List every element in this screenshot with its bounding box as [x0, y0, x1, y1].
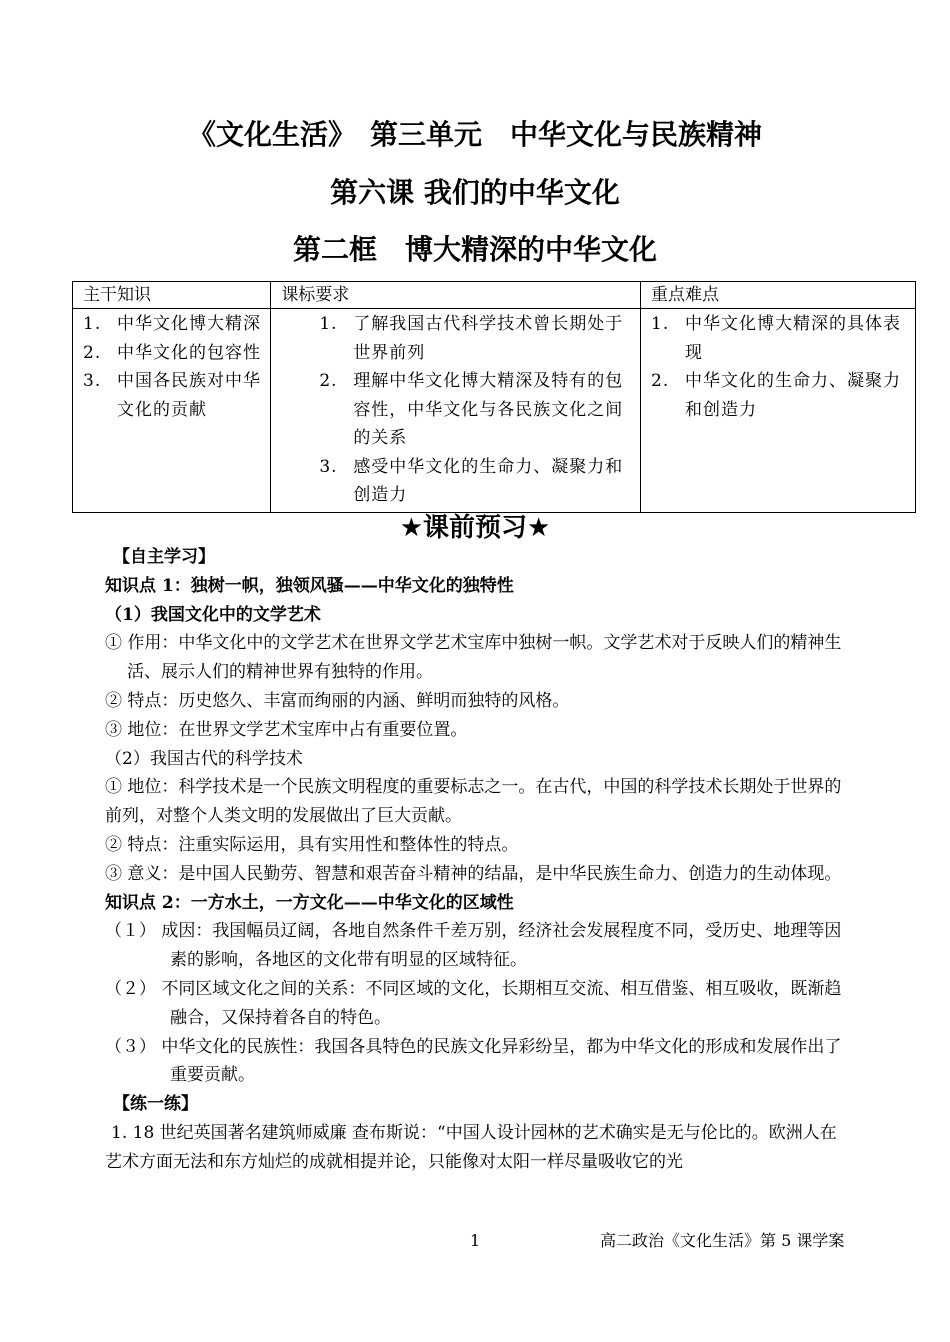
page-number: 1 [470, 1231, 481, 1250]
list-item: 1. 中华文化博大精深 [83, 314, 261, 334]
header-requirements: 课标要求 [271, 282, 641, 309]
header-main-knowledge: 主干知识 [73, 282, 271, 309]
paragraph: （２） 不同区域文化之间的关系：不同区域的文化，长期相互交流、相互借鉴、相互吸收，既渐趋融合，又保持着各自的特色。 [105, 978, 842, 1028]
table-header-row [73, 282, 916, 309]
unit-title: 《文化生活》 第三单元 中华文化与民族精神 [187, 118, 762, 151]
subheading-science-tech: （2）我国古代的科学技术 [105, 748, 303, 769]
paragraph: ① 地位：科学技术是一个民族文明程度的重要标志之一。在古代，中国的科学技术长期处于世界的前列，对整个人类文明的发展做出了巨大贡献。 [105, 777, 842, 827]
lesson-title: 第六课 我们的中华文化 [330, 176, 620, 209]
preview-heading: ★课前预习★ [399, 513, 551, 543]
list-item: 1. 中华文化博大精深的具体表现 [651, 314, 901, 363]
footer-text: 高二政治《文化生活》第 5 课学案 [600, 1231, 845, 1250]
table-body-row [73, 309, 916, 513]
knowledge-point-2-title: 知识点 2：一方水土，一方文化——中华文化的区域性 [105, 892, 514, 913]
requirements-cell [271, 309, 641, 513]
main-knowledge-cell [73, 309, 271, 513]
content-body [105, 543, 850, 1177]
paragraph: （３） 中华文化的民族性：我国各具特色的民族文化异彩纷呈，都为中华文化的形成和发展作出了重要贡献。 [105, 1036, 842, 1086]
paragraph: ② 特点：历史悠久、丰富而绚丽的内涵、鲜明而独特的风格。 [105, 690, 570, 711]
section-title: 第二框 博大精深的中华文化 [292, 233, 657, 266]
paragraph: ② 特点：注重实际运用，具有实用性和整体性的特点。 [105, 834, 519, 855]
list-item: 2. 中华文化的包容性 [83, 342, 261, 363]
practice-heading: 【练一练】 [113, 1094, 198, 1115]
subheading-literature-art: （1）我国文化中的文学艺术 [105, 604, 321, 625]
paragraph: ③ 地位：在世界文学艺术宝库中占有重要位置。 [105, 719, 468, 740]
paragraph: ① 作用：中华文化中的文学艺术在世界文学艺术宝库中独树一帜。文学艺术对于反映人们的精神生活、展示人们的精神世界有独特的作用。 [105, 633, 842, 683]
paragraph: （１） 成因：我国幅员辽阔，各地自然条件千差万别，经济社会发展程度不同，受历史、地理等因素的影响，各地区的文化带有明显的区域特征。 [105, 921, 842, 971]
key-points-cell [641, 309, 916, 513]
question-1: 1. 18 世纪英国著名建筑师威廉 查布斯说：“中国人设计园林的艺术确实是无与伦比的。欧洲人在艺术方面无法和东方灿烂的成就相提并论，只能像对太阳一样尽量吸收它的光 [105, 1122, 837, 1172]
paragraph: ③ 意义：是中国人民勤劳、智慧和艰苦奋斗精神的结晶，是中华民族生命力、创造力的生动体现。 [105, 863, 842, 884]
knowledge-point-1-title: 知识点 1：独树一帜，独领风骚——中华文化的独特性 [105, 575, 514, 596]
list-item: 3. 感受中华文化的生命力、凝聚力和创造力 [319, 456, 624, 505]
self-study-heading: 【自主学习】 [113, 547, 215, 567]
list-item: 3. 中国各民族对中华文化的贡献 [83, 371, 261, 420]
list-item: 2. 中华文化的生命力、凝聚力和创造力 [651, 371, 901, 420]
list-item: 1. 了解我国古代科学技术曾长期处于世界前列 [319, 314, 624, 363]
header-key-points: 重点难点 [641, 282, 916, 309]
objectives-table [72, 281, 916, 513]
list-item: 2. 理解中华文化博大精深及特有的包容性，中华文化与各民族文化之间的关系 [319, 371, 624, 448]
